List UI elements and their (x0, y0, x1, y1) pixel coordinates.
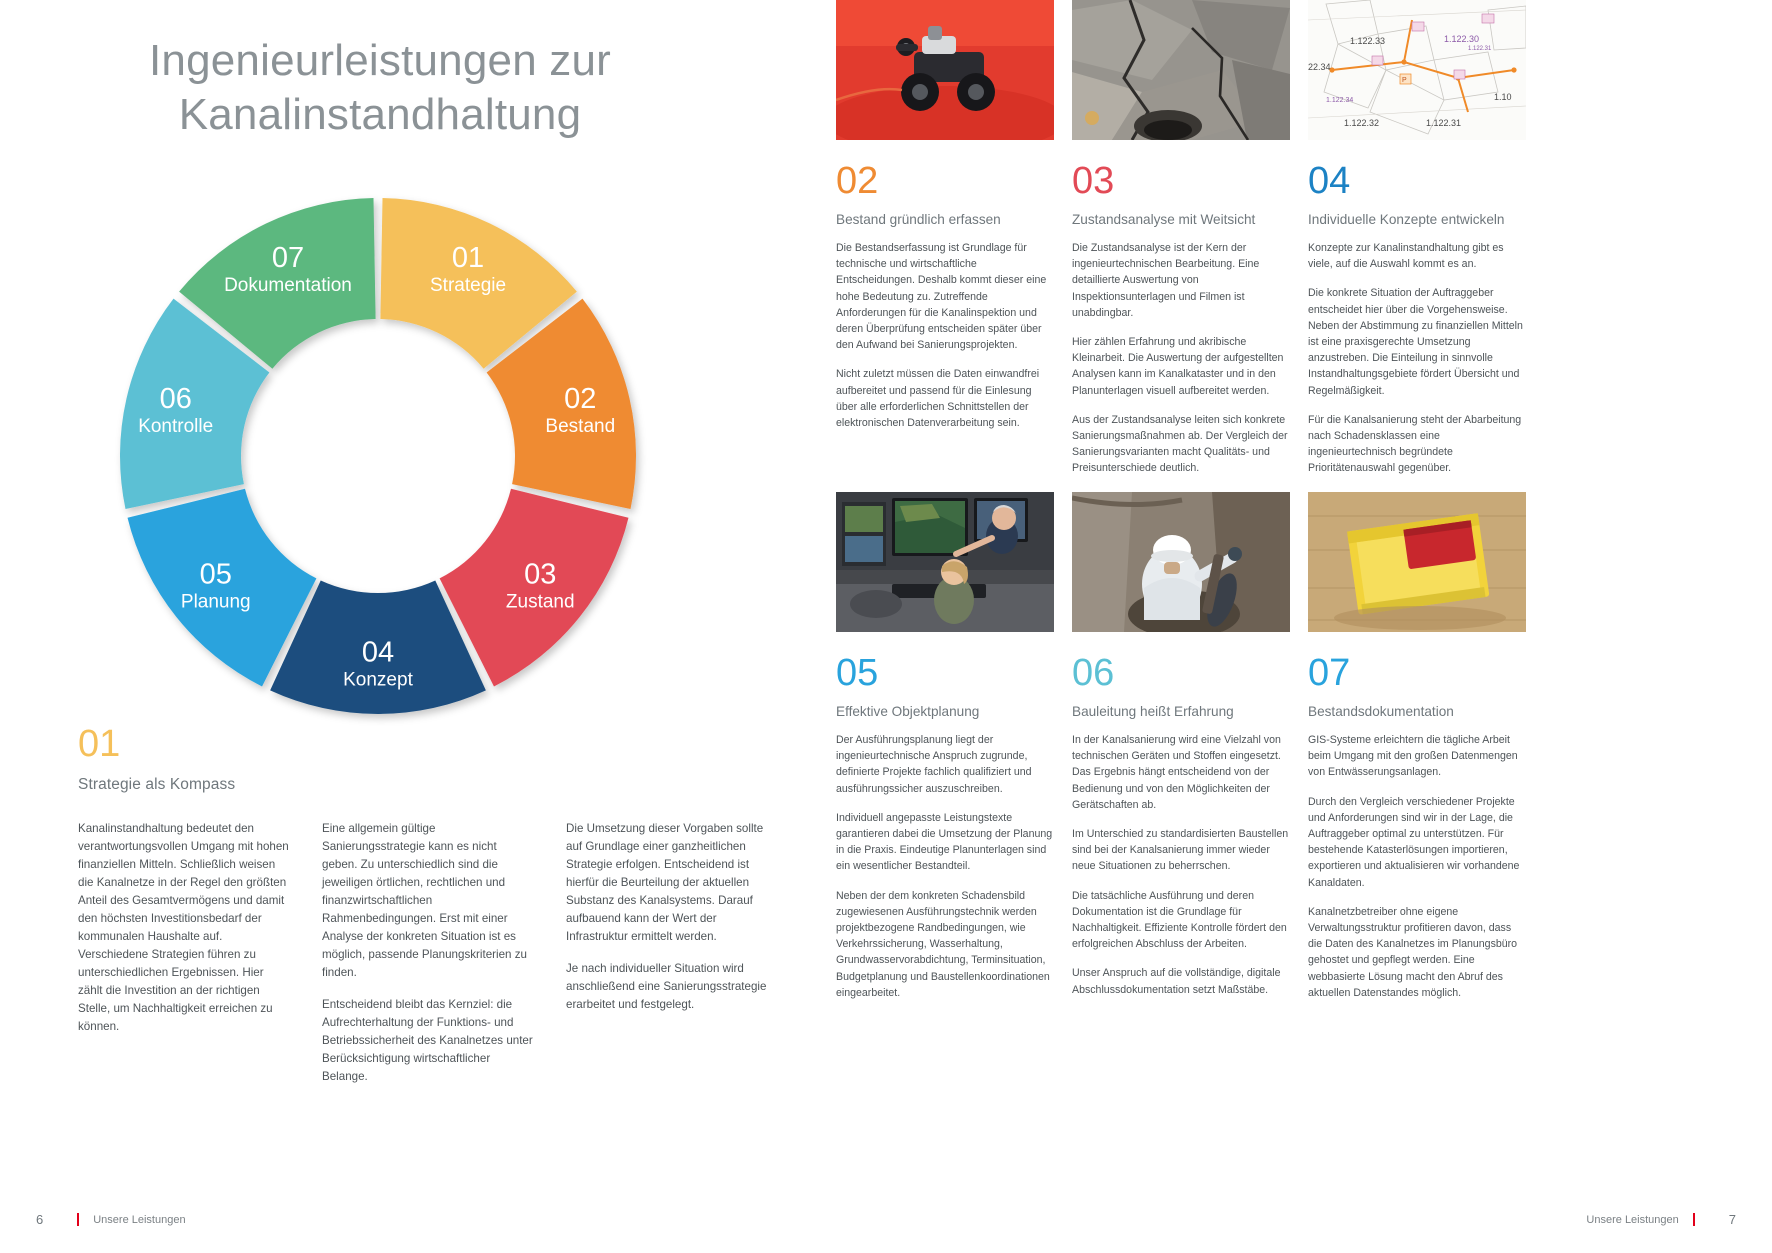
svg-text:1.122.31: 1.122.31 (1468, 46, 1492, 52)
section-07-number: 07 (1308, 652, 1351, 694)
section-07-image (1308, 492, 1526, 632)
paragraph: Die Bestandserfassung ist Grundlage für technische und wirtschaftliche Entscheidungen. Deshalb kommt dieser eine hohe Bedeutung zu. Zutreffende Anforderungen für die Kanalinspektion und deren Überprüfung entscheiden später über den Aufwand bei Sanierungsprojekten. (836, 242, 1047, 352)
page-number-left: 6 (36, 1212, 44, 1227)
sections-row-top (836, 0, 1536, 490)
page-title-line2: Kanalinstandhaltung (178, 89, 582, 139)
paragraph: Nicht zuletzt müssen die Daten einwandfrei aufbereitet und passend für die Einlesung über alle erforderlichen Schnittstellen der elektronischen Datenverarbeitung sein. (836, 368, 1040, 430)
donut-segment-number: 07 (271, 242, 305, 275)
svg-text:1.122.30: 1.122.30 (1444, 34, 1480, 44)
paragraph: Für die Kanalsanierung steht der Abarbeitung nach Schadensklassen eine ingenieurtechnisch begründete Prioritätenauswahl gegenüber. (1308, 413, 1522, 475)
section-07-body (1308, 732, 1526, 1001)
aktenordner-dokumentation-photo (1308, 492, 1526, 632)
section-05-number: 05 (836, 652, 879, 694)
page-title (30, 34, 730, 141)
svg-text:1.122.33: 1.122.33 (1350, 36, 1386, 46)
donut-segment-number: 04 (361, 636, 395, 669)
donut-segment-number: 02 (564, 382, 597, 415)
section-07-heading: Bestandsdokumentation (1308, 704, 1454, 719)
section-02-number: 02 (836, 160, 879, 202)
paragraph: In der Kanalsanierung wird eine Vielzahl von technischen Geräten und Stoffen eingesetzt. Das Ergebnis hängt entscheidend von der Bedienung und von den Möglichkeiten der Gerätschaften ab. (1072, 734, 1281, 811)
paragraph: GIS-Systeme erleichtern die tägliche Arbeit beim Umgang mit den großen Datenmengen von Entwässerungsanlagen. (1308, 734, 1518, 779)
svg-text:1.10: 1.10 (1494, 92, 1512, 102)
section-04-number: 04 (1308, 160, 1351, 202)
paragraph: Kanalinstandhaltung bedeutet den verantwortungsvollen Umgang mit hohen finanziellen Mitteln. Schließlich weisen die Kanalnetze in der Regel den größten Anteil des Gesamtvermögens und damit den höchsten Investitionsbedarf der kommunalen Haushalte auf. Verschiedene Strategien führen zu unterschiedlichen Ergebnissen. Hier zählt die Investition an der richtigen Stelle, um Nachhaltigkeit erreichen zu können. (78, 822, 289, 1033)
paragraph: Neben der dem konkreten Schadensbild zugewiesenen Ausführungstechnik werden projektbezogene Randbedingungen, wie Verkehrssicherung, Wasserhaltung, Grundwasservorabdichtung, Terminsituation, Budgetplanung und Baustellenkoordinationen eingearbeitet. (836, 889, 1050, 999)
footer-right (1586, 1212, 1736, 1227)
section-04-heading: Individuelle Konzepte entwickeln (1308, 212, 1505, 227)
article-01-number: 01 (78, 723, 121, 765)
article-01-column-1 (78, 820, 290, 1100)
paragraph: Die Zustandsanalyse ist der Kern der ingenieurtechnischen Bearbeitung. Eine detaillierte Auswertung von Inspektionsunterlagen und Filmen ist unabdingbar. (1072, 242, 1260, 319)
footer-label-left: Unsere Leistungen (93, 1213, 186, 1226)
article-01 (78, 725, 778, 1100)
section-04-body (1308, 240, 1526, 477)
paragraph: Eine allgemein gültige Sanierungsstrategie kann es nicht geben. Zu unterschiedlich sind die jeweiligen örtlichen, rechtlichen und finanzwirtschaftlichen Rahmenbedingungen. Erst mit einer Analyse der konkreten Situation ist es möglich, passende Planungskriterien zu finden. (322, 822, 527, 979)
sections-row-bottom (836, 492, 1536, 1014)
kanalkataster-lageplan-map (1308, 0, 1526, 140)
donut-segment-number: 01 (451, 242, 485, 275)
section-06 (1072, 492, 1290, 1014)
paragraph: Durch den Vergleich verschiedener Projekte und Anforderungen sind wir in der Lage, die Auftraggeber optimal zu unterstützen. Für bestehende Katasterlösungen importieren, exportieren und aktualisieren wir vorhandene Kanaldaten. (1308, 795, 1520, 889)
footer-accent-bar (1693, 1213, 1695, 1226)
donut-segment-label: Konzept (343, 669, 413, 691)
section-03-body (1072, 240, 1290, 477)
section-05-image (836, 492, 1054, 632)
page-number-right: 7 (1728, 1212, 1736, 1227)
donut-segment-number: 03 (524, 558, 557, 591)
svg-text:1.122.32: 1.122.32 (1344, 118, 1380, 128)
paragraph: Der Ausführungsplanung liegt der ingenieurtechnische Anspruch zugrunde, definierte Projekte fachlich qualifiziert und ausführungssicher auszuschreiben. (836, 734, 1032, 795)
paragraph: Die tatsächliche Ausführung und deren Dokumentation ist die Grundlage für Nachhaltigkeit. Effiziente Kontrolle fördert den erfolgreichen Abschluss der Arbeiten. (1072, 889, 1287, 951)
article-01-column-3 (566, 820, 778, 1100)
article-01-heading: Strategie als Kompass (78, 776, 236, 793)
paragraph: Unser Anspruch auf die vollständige, digitale Abschlussdokumentation setzt Maßstäbe. (1072, 967, 1281, 996)
donut-svg (108, 186, 648, 726)
footer-left (36, 1212, 186, 1227)
footer-label-right: Unsere Leistungen (1586, 1213, 1679, 1226)
donut-segment-number: 05 (199, 558, 232, 591)
donut-segment-label: Planung (180, 591, 251, 613)
section-03-number: 03 (1072, 160, 1115, 202)
svg-text:1.122.34: 1.122.34 (1326, 97, 1354, 104)
section-06-image (1072, 492, 1290, 632)
paragraph: Die konkrete Situation der Auftraggeber entscheidet hier über die Vorgehensweise. Neben der Abstimmung zu finanziellen Mitteln ist eine praxisgerechte Umsetzung anzustreben. Die Einteilung in sinnvolle Instandhaltungsgebiete fördert Übersicht und Regelmäßigkeit. (1308, 287, 1523, 397)
paragraph: Hier zählen Erfahrung und akribische Kleinarbeit. Die Auswertung der aufgestellten Analysen kann im Kanalkataster und in den Planunterlagen visuell aufbereitet werden. (1072, 336, 1284, 397)
section-07 (1308, 492, 1526, 1014)
section-02-image (836, 0, 1054, 140)
donut-segment-label: Dokumentation (224, 275, 352, 297)
section-05 (836, 492, 1054, 1014)
section-06-number: 06 (1072, 652, 1115, 694)
svg-text:P: P (1402, 77, 1407, 84)
paragraph: Kanalnetzbetreiber ohne eigene Verwaltungsstruktur profitieren davon, dass die Daten des Kanalnetzes im Planungsbüro gehostet und gepflegt werden. Eine webbasierte Lösung macht den Abruf des aktuellen Datenstandes möglich. (1308, 905, 1518, 999)
section-02-body (836, 240, 1054, 431)
section-06-heading: Bauleitung heißt Erfahrung (1072, 704, 1234, 719)
svg-text:1.122.31: 1.122.31 (1426, 118, 1462, 128)
paragraph: Konzepte zur Kanalinstandhaltung gibt es viele, auf die Auswahl kommt es an. (1308, 242, 1504, 271)
article-01-columns (78, 820, 778, 1100)
donut-segment-label: Bestand (545, 415, 616, 437)
planungsbesprechung-bildschirm-photo (836, 492, 1054, 632)
kanal-inspektionsroboter-photo (836, 0, 1054, 140)
process-cycle-donut-chart (108, 186, 648, 726)
paragraph: Entscheidend bleibt das Kernziel: die Aufrechterhaltung der Funktions- und Betriebssicherheit des Kanalnetzes unter Berücksichtigung wirtschaftlicher Belange. (322, 997, 533, 1083)
section-05-body (836, 732, 1054, 1001)
bauleiter-im-schacht-photo (1072, 492, 1290, 632)
donut-segment-label: Kontrolle (138, 415, 214, 437)
beschaedigter-kanalschacht-photo (1072, 0, 1290, 140)
svg-text:22.34: 22.34 (1308, 62, 1331, 72)
paragraph: Aus der Zustandsanalyse leiten sich konkrete Sanierungsmaßnahmen ab. Der Vergleich der Sanierungsvarianten macht Qualitäts- und Preisunterschiede deutlich. (1072, 413, 1288, 475)
section-05-heading: Effektive Objektplanung (836, 704, 980, 719)
section-03-image (1072, 0, 1290, 140)
section-06-body (1072, 732, 1290, 998)
paragraph: Je nach individueller Situation wird anschließend eine Sanierungsstrategie erarbeitet und festgelegt. (566, 961, 767, 1011)
left-page (0, 0, 820, 1253)
section-03 (1072, 0, 1290, 490)
section-04 (1308, 0, 1526, 490)
footer-accent-bar (77, 1213, 79, 1226)
paragraph: Individuell angepasste Leistungstexte garantieren dabei die Umsetzung der Planung in die Praxis. Eindeutige Planunterlagen sind ein wesentlicher Bestandteil. (836, 811, 1053, 873)
section-02 (836, 0, 1054, 490)
section-04-image (1308, 0, 1526, 140)
donut-segment-number: 06 (159, 382, 192, 415)
page-title-line1: Ingenieurleistungen zur (148, 36, 612, 85)
paragraph: Die Umsetzung dieser Vorgaben sollte auf Grundlage einer ganzheitlichen Strategie erfolgen. Entscheidend ist hierfür die Beurteilung der aktuellen Substanz des Kanalsystems. Darauf aufbauend kann der Wert der Infrastruktur ermittelt werden. (566, 822, 764, 943)
paragraph: Im Unterschied zu standardisierten Baustellen sind bei der Kanalsanierung immer wieder neue Situationen zu beherrschen. (1072, 828, 1289, 873)
article-01-column-2 (322, 820, 534, 1100)
section-03-heading: Zustandsanalyse mit Weitsicht (1072, 212, 1256, 227)
donut-segment-label: Zustand (505, 591, 575, 613)
section-02-heading: Bestand gründlich erfassen (836, 212, 1001, 227)
donut-segment-label: Strategie (430, 275, 507, 297)
right-page (820, 0, 1772, 1253)
